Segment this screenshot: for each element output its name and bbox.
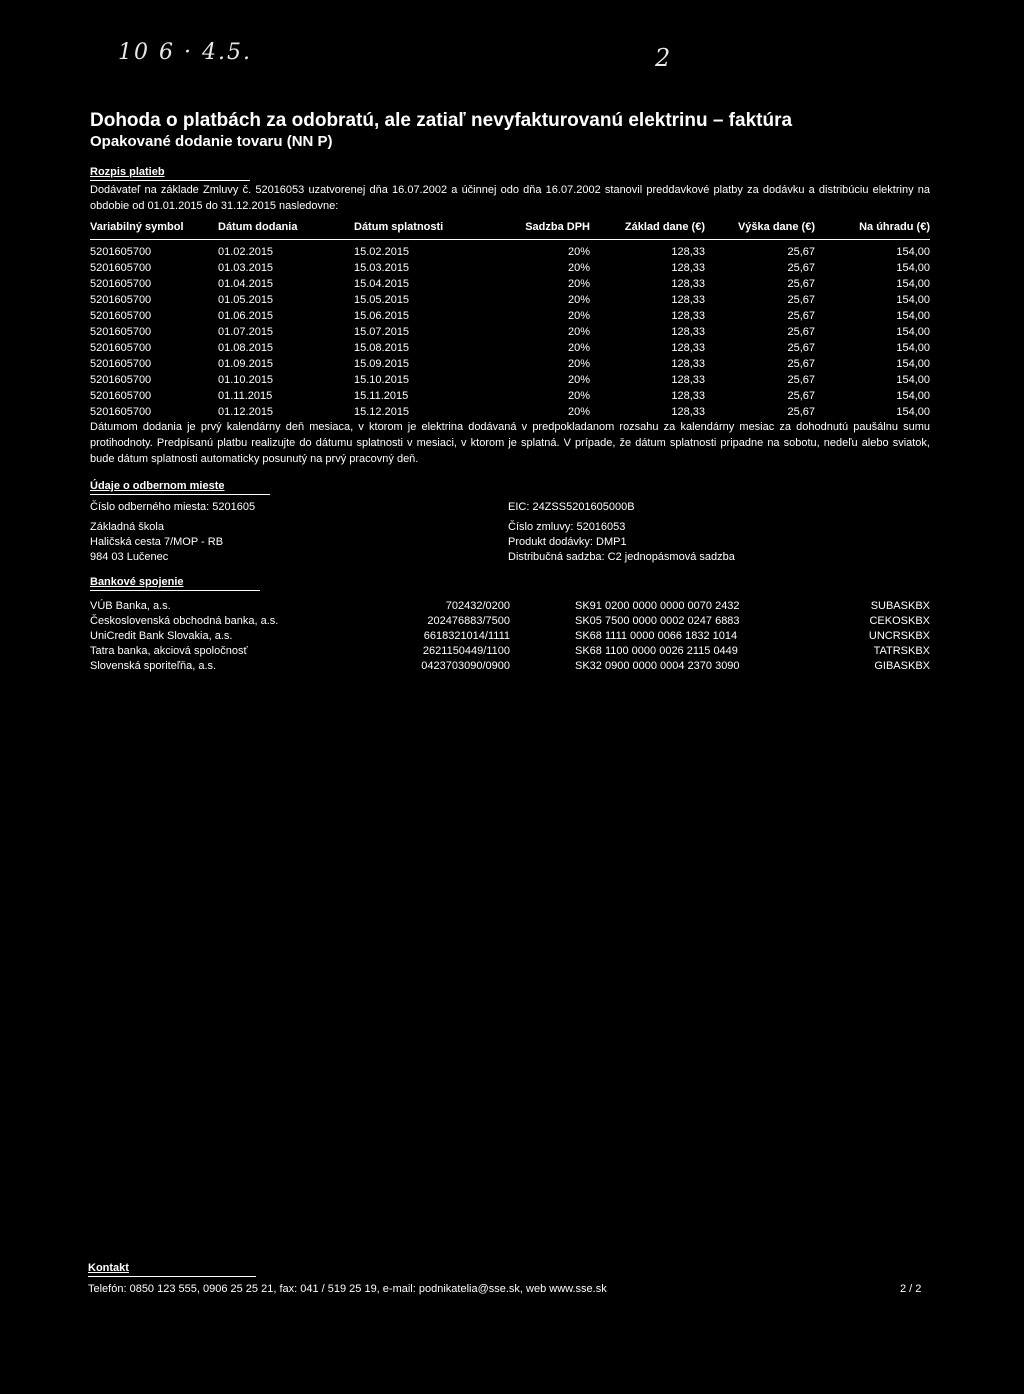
document-title: Dohoda o platbách za odobratú, ale zatiaľ nevyfakturovanú elektrinu – faktúra (90, 110, 793, 131)
bank-iban: SK68 1111 0000 0066 1832 1014 (575, 629, 738, 642)
cell-delivery-date: 01.11.2015 (218, 390, 273, 402)
banks-heading-rule (90, 590, 260, 591)
table-row (90, 308, 930, 324)
cell-tax-amount: 25,67 (787, 326, 815, 338)
cell-tax-amount: 25,67 (787, 294, 815, 306)
cell-variable-symbol: 5201605700 (90, 358, 152, 370)
cell-tax-amount: 25,67 (787, 374, 815, 386)
cell-tax-base: 128,33 (671, 326, 705, 338)
cell-variable-symbol: 5201605700 (90, 262, 152, 274)
contract-number: Číslo zmluvy: 52016053 (508, 521, 626, 533)
site-address-line: Haličská cesta 7/MOP - RB (90, 536, 224, 548)
cell-due-date: 15.09.2015 (354, 358, 410, 370)
cell-amount-due: 154,00 (896, 278, 930, 290)
site-address (90, 520, 223, 565)
cell-tax-amount: 25,67 (787, 390, 815, 402)
table-row (90, 340, 930, 356)
payments-header-row (90, 219, 930, 240)
cell-delivery-date: 01.10.2015 (218, 374, 274, 386)
contact-details: Telefón: 0850 123 555, 0906 25 25 21, fax: 041 / 519 25 19, e-mail: podnikatelia@sse.sk, web www.sse.sk (88, 1283, 607, 1295)
site-address-line: 984 03 Lučenec (90, 551, 169, 563)
cell-tax-amount: 25,67 (787, 262, 815, 274)
cell-variable-symbol: 5201605700 (90, 406, 152, 418)
cell-delivery-date: 01.02.2015 (218, 246, 274, 258)
cell-delivery-date: 01.03.2015 (218, 262, 274, 274)
document-subtitle: Opakované dodanie tovaru (NN P) (90, 133, 333, 150)
table-row (90, 324, 930, 340)
cell-vat-rate: 20% (567, 326, 590, 338)
site-number: Číslo odberného miesta: 5201605 (90, 501, 256, 513)
cell-tax-base: 128,33 (671, 390, 705, 402)
bank-account: 702432/0200 (445, 599, 510, 612)
cell-delivery-date: 01.05.2015 (218, 294, 274, 306)
cell-tax-base: 128,33 (671, 342, 705, 354)
bank-name: Tatra banka, akciová spoločnosť (90, 644, 248, 657)
cell-amount-due: 154,00 (896, 326, 930, 338)
cell-amount-due: 154,00 (896, 374, 930, 386)
col-header-amount-due: Na úhradu (€) (815, 219, 930, 240)
cell-due-date: 15.11.2015 (354, 390, 409, 402)
bank-swift: SUBASKBX (870, 599, 930, 612)
cell-due-date: 15.04.2015 (354, 278, 410, 290)
cell-due-date: 15.05.2015 (354, 294, 410, 306)
bank-iban: SK91 0200 0000 0000 0070 2432 (575, 599, 740, 612)
cell-tax-amount: 25,67 (787, 246, 815, 258)
bank-account: 2621150449/1100 (422, 644, 510, 657)
bank-row (90, 628, 930, 643)
cell-tax-base: 128,33 (671, 246, 705, 258)
cell-amount-due: 154,00 (896, 294, 930, 306)
bank-iban: SK05 7500 0000 0002 0247 6883 (575, 614, 740, 627)
cell-amount-due: 154,00 (896, 406, 930, 418)
cell-tax-amount: 25,67 (787, 278, 815, 290)
col-header-due-date: Dátum splatnosti (354, 219, 490, 240)
col-header-variable-symbol: Variabilný symbol (90, 219, 218, 240)
bank-account: 0423703090/0900 (421, 659, 510, 672)
bank-name: UniCredit Bank Slovakia, a.s. (90, 629, 233, 642)
cell-tax-base: 128,33 (671, 294, 705, 306)
cell-variable-symbol: 5201605700 (90, 310, 152, 322)
cell-tax-base: 128,33 (671, 262, 705, 274)
table-row (90, 240, 930, 261)
bank-row (90, 658, 930, 673)
cell-vat-rate: 20% (567, 278, 590, 290)
cell-variable-symbol: 5201605700 (90, 390, 152, 402)
cell-amount-due: 154,00 (896, 310, 930, 322)
cell-tax-base: 128,33 (671, 406, 705, 418)
cell-vat-rate: 20% (567, 246, 590, 258)
cell-variable-symbol: 5201605700 (90, 246, 152, 258)
site-heading: Údaje o odbernom mieste (90, 480, 225, 492)
cell-due-date: 15.10.2015 (354, 374, 410, 386)
cell-tax-base: 128,33 (671, 374, 705, 386)
cell-tax-amount: 25,67 (787, 406, 815, 418)
table-row (90, 276, 930, 292)
table-row (90, 292, 930, 308)
site-contract-info (508, 520, 735, 565)
cell-variable-symbol: 5201605700 (90, 342, 152, 354)
cell-tax-amount: 25,67 (787, 342, 815, 354)
cell-vat-rate: 20% (567, 374, 590, 386)
col-header-delivery-date: Dátum dodania (218, 219, 354, 240)
table-row (90, 372, 930, 388)
bank-account: 6618321014/1111 (423, 629, 510, 642)
bank-swift: CEKOSKBX (869, 614, 930, 627)
site-eic: EIC: 24ZSS5201605000B (508, 501, 635, 513)
cell-variable-symbol: 5201605700 (90, 326, 152, 338)
cell-tax-base: 128,33 (671, 278, 705, 290)
banks-heading: Bankové spojenie (90, 576, 184, 588)
bank-row (90, 598, 930, 613)
payments-heading: Rozpis platieb (90, 166, 165, 178)
cell-due-date: 15.07.2015 (354, 326, 410, 338)
cell-due-date: 15.02.2015 (354, 246, 410, 258)
cell-vat-rate: 20% (567, 390, 590, 402)
col-header-tax-base: Základ dane (€) (590, 219, 705, 240)
cell-due-date: 15.06.2015 (354, 310, 410, 322)
bank-swift: UNCRSKBX (868, 629, 930, 642)
page-number: 2 / 2 (900, 1283, 922, 1295)
contact-heading: Kontakt (88, 1262, 129, 1274)
bank-name: Československá obchodná banka, a.s. (90, 614, 279, 627)
cell-delivery-date: 01.07.2015 (218, 326, 274, 338)
bank-name: VÚB Banka, a.s. (90, 599, 171, 612)
delivery-product: Produkt dodávky: DMP1 (508, 536, 627, 548)
bank-iban: SK32 0900 0000 0004 2370 3090 (575, 659, 740, 672)
site-heading-rule (90, 494, 270, 495)
bank-name: Slovenská sporiteľňa, a.s. (90, 659, 217, 672)
cell-vat-rate: 20% (567, 262, 590, 274)
banks-table (90, 598, 930, 673)
payments-heading-rule (90, 180, 250, 181)
cell-vat-rate: 20% (567, 294, 590, 306)
cell-amount-due: 154,00 (896, 246, 930, 258)
cell-tax-amount: 25,67 (787, 358, 815, 370)
col-header-tax-amount: Výška dane (€) (705, 219, 815, 240)
cell-vat-rate: 20% (567, 310, 590, 322)
contact-heading-rule (88, 1276, 256, 1277)
cell-delivery-date: 01.04.2015 (218, 278, 274, 290)
table-row (90, 388, 930, 404)
cell-amount-due: 154,00 (896, 262, 930, 274)
handwritten-note-left: 10 6 · 4.5. (118, 40, 252, 65)
cell-vat-rate: 20% (567, 342, 590, 354)
cell-variable-symbol: 5201605700 (90, 374, 152, 386)
bank-row (90, 643, 930, 658)
payments-intro: Dodávateľ na základe Zmluvy č. 52016053 uzatvorenej dňa 16.07.2002 a účinnej odo dňa 16.07.2002 stanovil preddavkové platby za dodávku a distribúciu elektriny na obdobie od 01.01.2015 do 31.12.2015 nasledovne: (90, 184, 930, 212)
handwritten-note-right: 2 (655, 44, 671, 72)
bank-row (90, 613, 930, 628)
bank-swift: TATRSKBX (873, 644, 930, 657)
cell-delivery-date: 01.08.2015 (218, 342, 274, 354)
bank-swift: GIBASKBX (874, 659, 930, 672)
cell-variable-symbol: 5201605700 (90, 294, 152, 306)
cell-tax-amount: 25,67 (787, 310, 815, 322)
cell-amount-due: 154,00 (896, 342, 930, 354)
cell-due-date: 15.03.2015 (354, 262, 410, 274)
table-row (90, 404, 930, 420)
table-row (90, 260, 930, 276)
bank-iban: SK68 1100 0000 0026 2115 0449 (575, 644, 738, 657)
cell-vat-rate: 20% (567, 358, 590, 370)
cell-delivery-date: 01.12.2015 (218, 406, 274, 418)
cell-tax-base: 128,33 (671, 358, 705, 370)
cell-variable-symbol: 5201605700 (90, 278, 152, 290)
cell-delivery-date: 01.06.2015 (218, 310, 274, 322)
cell-tax-base: 128,33 (671, 310, 705, 322)
table-row (90, 356, 930, 372)
cell-vat-rate: 20% (567, 406, 590, 418)
cell-due-date: 15.08.2015 (354, 342, 410, 354)
payments-note: Dátumom dodania je prvý kalendárny deň mesiaca, v ktorom je elektrina dodávaná v predpokladanom rozsahu za kalendárny mesiac za dohodnutú paušálnu sumu protihodnoty. Predpísanú platbu realizujte do dátumu splatnosti v mesiaci, v ktorom je splatná. V prípade, že dátum splatnosti pripadne na sobotu, nedeľu alebo sviatok, bude dátum splatnosti automaticky posunutý na prvý pracovný deň. (90, 421, 930, 465)
cell-amount-due: 154,00 (896, 390, 930, 402)
col-header-vat-rate: Sadzba DPH (490, 219, 590, 240)
distribution-rate: Distribučná sadzba: C2 jednopásmová sadzba (508, 551, 735, 563)
cell-delivery-date: 01.09.2015 (218, 358, 274, 370)
payments-table (90, 219, 930, 420)
site-address-line: Základná škola (90, 521, 164, 533)
cell-due-date: 15.12.2015 (354, 406, 410, 418)
bank-account: 202476883/7500 (427, 614, 510, 627)
cell-amount-due: 154,00 (896, 358, 930, 370)
